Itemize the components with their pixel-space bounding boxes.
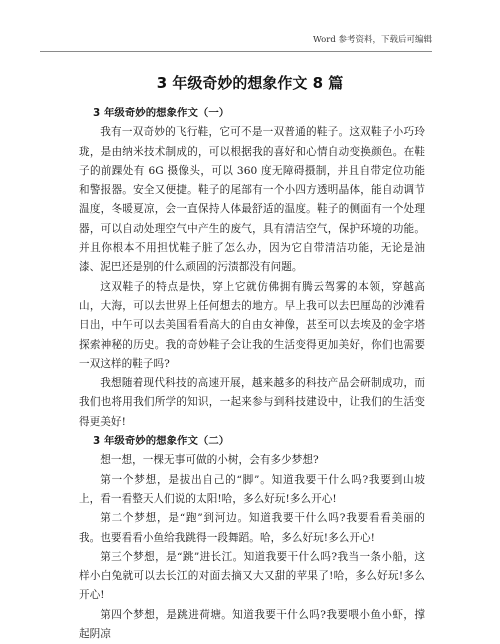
document-body [79, 104, 425, 644]
document-title: 3 年级奇妙的想象作文 8 篇 [156, 74, 344, 92]
paragraph: 第三个梦想，是“跳”进长江。知道我要干什么吗?我当一条小船，这样小白兔就可以去长江的对面去摘又大又甜的苹果了!哈，多么好玩!多么开心! [79, 550, 425, 602]
paragraph: 想一想，一棵无事可做的小树，会有多少梦想? [100, 454, 319, 467]
running-header: Word 参考资料，下载后可编辑 [40, 35, 432, 52]
section-heading-1: 3 年级奇妙的想象作文（一） [93, 107, 230, 119]
paragraph: 我想随着现代科技的高速开展，越来越多的科技产品会研制成功，而我们也将用我们所学的知识，一起来参与到科技建设中，让我们的生活变得更美好! [79, 377, 425, 428]
section-heading-2: 3 年级奇妙的想象作文（二） [93, 435, 230, 448]
paragraph: 我有一双奇妙的飞行鞋，它可不是一双普通的鞋子。这双鞋子小巧玲珑，是由纳米技术制成的，可以根据我的喜好和心情自动变换颜色。在鞋子的前踝处有 6G 摄像头，可以 360 度无障碍摄制，并且自带定位功能和警报器。安全又便捷。鞋子的尾部有一个小四方透明晶体，能自动调节温度，冬暖夏凉，会一直保持人体最舒适的温度。鞋子的侧面有一个处理器，可以自动处理空气中产生的废气，具有清洁空气，保护环境的功能。并且你根本不用担忧鞋子脏了怎么办，因为它自带清洁功能，无论是油漆、泥巴还是别的什么顽固的污渍都没有问题。 [79, 126, 425, 274]
paragraph: 第二个梦想，是“跑”到河边。知道我要干什么吗?我要看看美丽的我。也要看看小鱼给我跳得一段舞蹈。哈，多么好玩!多么开心! [79, 512, 425, 544]
paragraph: 这双鞋子的特点是快，穿上它就仿佛拥有腾云驾雾的本领，穿越高山，大海，可以去世界上任何想去的地方。早上我可以去巴厘岛的沙滩看日出，中午可以去美国看看高大的自由女神像，甚至可以去埃及的金字塔探索神秘的历史。我的奇妙鞋子会让我的生活变得更加美好，你们也需要一双这样的鞋子吗? [79, 280, 425, 370]
paragraph: 第一个梦想，是拔出自己的“脚”。知道我要干什么吗?我要到山坡上，看一看整天人们说的太阳!哈，多么好玩!多么开心! [79, 473, 425, 505]
paragraph: 第四个梦想，是跳进荷塘。知道我要干什么吗?我要喂小鱼小虾，撑起阴凉 [79, 608, 425, 641]
